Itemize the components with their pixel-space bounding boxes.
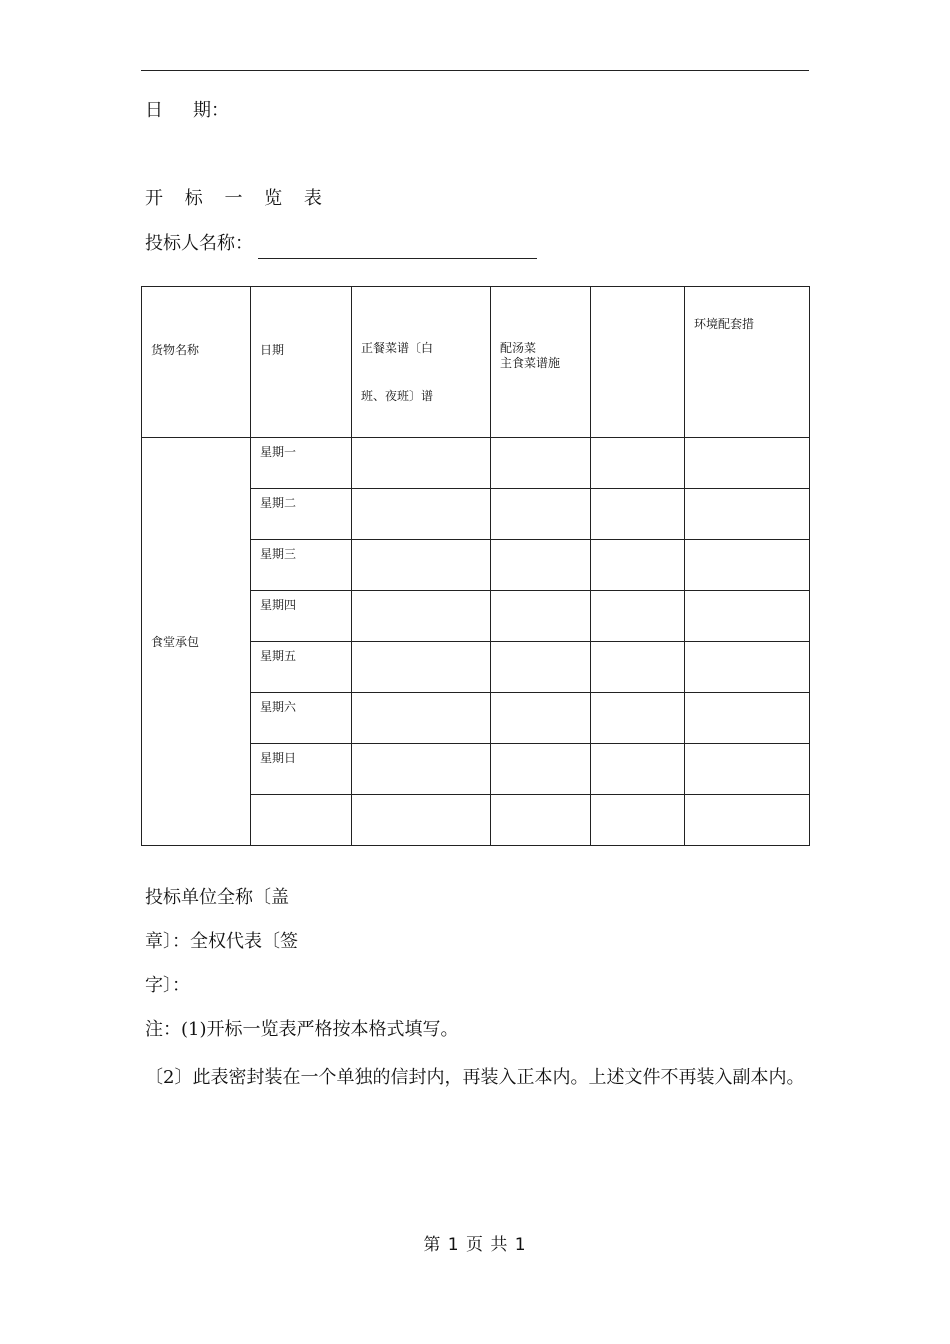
blank-input-cell[interactable]	[591, 693, 685, 744]
day-cell: 星期一	[251, 438, 352, 489]
header-soup-staple: 配汤菜 主食菜谱施	[491, 287, 591, 438]
env-input-cell[interactable]	[685, 438, 810, 489]
header-environment: 环境配套措	[685, 287, 810, 438]
soup-input-cell[interactable]	[491, 642, 591, 693]
page-number: 第 1 页 共 1	[423, 1235, 527, 1255]
env-input-cell[interactable]	[685, 591, 810, 642]
goods-canteen-cell: 食堂承包	[142, 438, 251, 846]
header-date: 日期	[251, 287, 352, 438]
unit-name-line1: 投标单位全称〔盖	[145, 887, 289, 908]
menu-input-cell[interactable]	[352, 642, 491, 693]
header-goods-name: 货物名称	[142, 287, 251, 438]
bidder-name-field[interactable]	[258, 258, 537, 259]
env-input-cell[interactable]	[685, 489, 810, 540]
soup-input-cell[interactable]	[491, 744, 591, 795]
blank-input-cell[interactable]	[591, 591, 685, 642]
menu-input-cell[interactable]	[352, 744, 491, 795]
table-header-row	[142, 287, 810, 438]
env-input-cell[interactable]	[685, 795, 810, 846]
menu-input-cell[interactable]	[352, 489, 491, 540]
soup-input-cell[interactable]	[491, 489, 591, 540]
header-main-menu: 正餐菜谱〔白 班、夜班〕谱	[352, 287, 491, 438]
unit-name-line2: 章〕：全权代表〔签	[145, 931, 298, 952]
soup-input-cell[interactable]	[491, 591, 591, 642]
form-title: 开 标 一 览 表	[145, 188, 330, 209]
soup-input-cell[interactable]	[491, 540, 591, 591]
menu-input-cell[interactable]	[352, 795, 491, 846]
menu-input-cell[interactable]	[352, 540, 491, 591]
bid-opening-table	[141, 286, 810, 846]
note-1: 注：(1)开标一览表严格按本格式填写。	[145, 1019, 459, 1040]
day-cell: 星期二	[251, 489, 352, 540]
day-cell: 星期日	[251, 744, 352, 795]
day-cell: 星期六	[251, 693, 352, 744]
blank-input-cell[interactable]	[591, 642, 685, 693]
top-rule	[141, 70, 809, 71]
env-input-cell[interactable]	[685, 642, 810, 693]
blank-input-cell[interactable]	[591, 438, 685, 489]
blank-input-cell[interactable]	[591, 489, 685, 540]
note-2: 〔2〕此表密封装在一个单独的信封内，再装入正本内。上述文件不再装入副本内。	[145, 1067, 805, 1088]
env-input-cell[interactable]	[685, 693, 810, 744]
table-row	[142, 438, 810, 489]
env-input-cell[interactable]	[685, 744, 810, 795]
header-blank	[591, 287, 685, 438]
bidder-name-label: 投标人名称：	[145, 233, 253, 254]
day-cell: 星期三	[251, 540, 352, 591]
soup-input-cell[interactable]	[491, 438, 591, 489]
date-label: 日 期：	[145, 100, 229, 121]
menu-input-cell[interactable]	[352, 438, 491, 489]
blank-input-cell[interactable]	[591, 744, 685, 795]
day-cell: 星期四	[251, 591, 352, 642]
blank-input-cell[interactable]	[591, 540, 685, 591]
day-cell	[251, 795, 352, 846]
env-input-cell[interactable]	[685, 540, 810, 591]
menu-input-cell[interactable]	[352, 693, 491, 744]
blank-input-cell[interactable]	[591, 795, 685, 846]
day-cell: 星期五	[251, 642, 352, 693]
unit-name-line3: 字〕：	[145, 975, 190, 996]
soup-input-cell[interactable]	[491, 693, 591, 744]
menu-input-cell[interactable]	[352, 591, 491, 642]
soup-input-cell[interactable]	[491, 795, 591, 846]
